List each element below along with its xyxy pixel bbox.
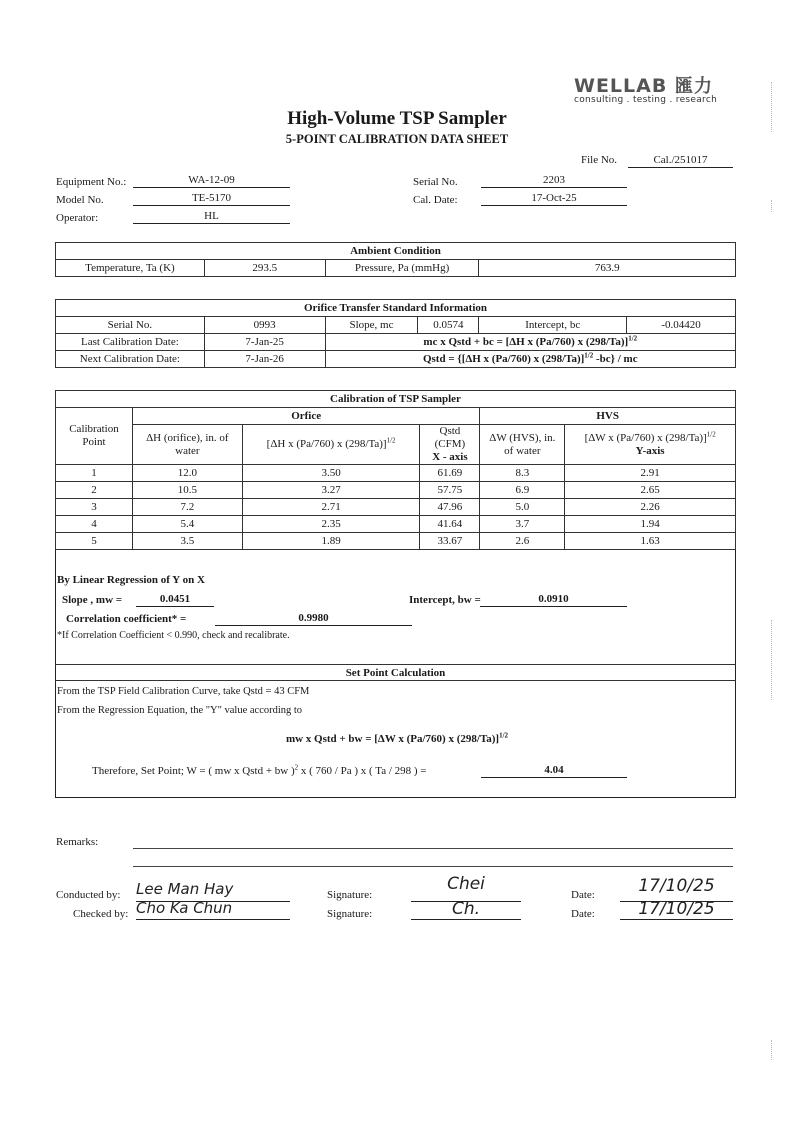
ambient-condition-table xyxy=(55,242,736,277)
remarks-line-1[interactable] xyxy=(133,848,733,849)
orifice-serial-value: 0993 xyxy=(204,317,325,334)
signature-1: Chei xyxy=(411,874,521,902)
pressure-label: Pressure, Pa (mmHg) xyxy=(325,260,479,277)
orifice-formula-1: mc x Qstd + bc = [ΔH x (Pa/760) x (298/Ta)]$^{1/2}$ xyxy=(325,334,735,351)
cell-qstd: 61.69 xyxy=(420,465,480,482)
cell-dw-calc: 2.91 xyxy=(565,465,736,482)
cell-point: 1 xyxy=(56,465,133,482)
conducted-by-signature: Lee Man Hay xyxy=(136,880,290,902)
signature-2: Ch. xyxy=(411,899,521,920)
cell-point: 3 xyxy=(56,499,133,516)
date-label-2: Date: xyxy=(571,908,595,920)
cell-dw-calc: 1.63 xyxy=(565,533,736,550)
correlation-value: 0.9980 xyxy=(215,611,412,626)
regression-title: By Linear Regression of Y on X xyxy=(57,574,205,586)
signature-label-2: Signature: xyxy=(327,908,373,920)
cell-dh: 10.5 xyxy=(132,482,242,499)
setpoint-formula: Therefore, Set Point; W = ( mw x Qstd + bw )$^2$ x ( 760 / Pa ) x ( Ta / 298 ) = xyxy=(92,763,427,777)
page-title: High-Volume TSP Sampler xyxy=(287,108,507,129)
conducted-by-label: Conducted by: xyxy=(56,889,121,901)
cell-dh: 3.5 xyxy=(132,533,242,550)
regression-intercept-label: Intercept, bw = xyxy=(409,594,481,606)
model-no-label: Model No. xyxy=(56,194,104,206)
temperature-label: Temperature, Ta (K) xyxy=(56,260,205,277)
cell-dh-calc: 2.71 xyxy=(242,499,420,516)
remarks-label: Remarks: xyxy=(56,836,99,848)
date-label-1: Date: xyxy=(571,889,595,901)
regression-slope-label: Slope , mw = xyxy=(62,594,123,606)
calibration-table xyxy=(55,390,736,550)
regression-intercept-value: 0.0910 xyxy=(480,592,627,607)
table-row xyxy=(56,482,736,499)
remarks-line-2[interactable] xyxy=(133,866,733,867)
ambient-title: Ambient Condition xyxy=(56,243,736,260)
cell-dw: 5.0 xyxy=(480,499,565,516)
equipment-no-value: WA-12-09 xyxy=(133,173,290,188)
cell-dw-calc: 2.65 xyxy=(565,482,736,499)
col-calibration-point: Calibration Point xyxy=(56,408,133,465)
cell-qstd: 57.75 xyxy=(420,482,480,499)
cell-dw: 3.7 xyxy=(480,516,565,533)
cell-dw: 2.6 xyxy=(480,533,565,550)
setpoint-line-2: From the Regression Equation, the "Y" value according to xyxy=(57,705,303,716)
table-row xyxy=(56,499,736,516)
table-row xyxy=(56,533,736,550)
equipment-no-label: Equipment No.: xyxy=(56,176,127,188)
cell-dw-calc: 2.26 xyxy=(565,499,736,516)
next-cal-value: 7-Jan-26 xyxy=(204,351,325,368)
correlation-label: Correlation coefficient* = xyxy=(66,613,187,625)
setpoint-value: 4.04 xyxy=(481,763,627,778)
checked-by-label: Checked by: xyxy=(73,908,129,920)
cell-dw-calc: 1.94 xyxy=(565,516,736,533)
logo-brand-cjk: 匯力 xyxy=(674,76,713,97)
cal-date-label: Cal. Date: xyxy=(413,194,458,206)
pressure-value: 763.9 xyxy=(479,260,736,277)
orifice-formula-2: Qstd = {[ΔH x (Pa/760) x (298/Ta)]$^{1/2}$ -bc} / mc xyxy=(325,351,735,368)
checked-by-signature: Cho Ka Chun xyxy=(136,899,290,920)
orifice-serial-label: Serial No. xyxy=(56,317,205,334)
regression-equation: mw x Qstd + bw = [ΔW x (Pa/760) x (298/Ta)]$^{1/2}$ xyxy=(285,731,509,745)
temperature-value: 293.5 xyxy=(204,260,325,277)
operator-value: HL xyxy=(133,209,290,224)
next-cal-label: Next Calibration Date: xyxy=(56,351,205,368)
regression-slope-value: 0.0451 xyxy=(136,592,214,607)
col-delta-w-calc: [ΔW x (Pa/760) x (298/Ta)]$^{1/2}$ Y-axis xyxy=(565,425,736,465)
scan-margin-mark xyxy=(771,620,773,700)
cell-qstd: 41.64 xyxy=(420,516,480,533)
operator-label: Operator: xyxy=(56,212,99,224)
cell-dh-calc: 1.89 xyxy=(242,533,420,550)
scan-margin-mark xyxy=(771,82,773,132)
signature-label-1: Signature: xyxy=(327,889,373,901)
file-no-label: File No. xyxy=(581,154,618,166)
cell-dh: 12.0 xyxy=(132,465,242,482)
cell-dw: 6.9 xyxy=(480,482,565,499)
date-1: 17/10/25 xyxy=(620,876,733,902)
cell-qstd: 33.67 xyxy=(420,533,480,550)
cell-dh: 5.4 xyxy=(132,516,242,533)
scan-margin-mark xyxy=(771,1040,773,1060)
cell-dh-calc: 3.27 xyxy=(242,482,420,499)
col-delta-w: ΔW (HVS), in. of water xyxy=(480,425,565,465)
orifice-slope-label: Slope, mc xyxy=(325,317,418,334)
file-no-value: Cal./251017 xyxy=(628,153,733,168)
orifice-intercept-label: Intercept, bc xyxy=(479,317,627,334)
col-delta-h: ΔH (orifice), in. of water xyxy=(132,425,242,465)
cell-dh-calc: 2.35 xyxy=(242,516,420,533)
cal-date-value: 17-Oct-25 xyxy=(481,191,627,206)
page-subtitle: 5-POINT CALIBRATION DATA SHEET xyxy=(285,132,509,146)
serial-no-label: Serial No. xyxy=(413,176,458,188)
scan-margin-mark xyxy=(771,200,773,212)
cell-point: 5 xyxy=(56,533,133,550)
last-cal-value: 7-Jan-25 xyxy=(204,334,325,351)
cell-dh: 7.2 xyxy=(132,499,242,516)
table-row xyxy=(56,465,736,482)
cell-dh-calc: 3.50 xyxy=(242,465,420,482)
calibration-title: Calibration of TSP Sampler xyxy=(56,391,736,408)
orifice-title: Orifice Transfer Standard Information xyxy=(56,300,736,317)
setpoint-line-1: From the TSP Field Calibration Curve, take Qstd = 43 CFM xyxy=(57,686,310,697)
last-cal-label: Last Calibration Date: xyxy=(56,334,205,351)
orifice-slope-value: 0.0574 xyxy=(418,317,479,334)
table-row xyxy=(56,516,736,533)
model-no-value: TE-5170 xyxy=(133,191,290,206)
serial-no-value: 2203 xyxy=(481,173,627,188)
orifice-standard-table xyxy=(55,299,736,368)
setpoint-title: Set Point Calculation xyxy=(55,664,736,681)
cell-qstd: 47.96 xyxy=(420,499,480,516)
col-delta-h-calc: [ΔH x (Pa/760) x (298/Ta)]$^{1/2}$ xyxy=(242,425,420,465)
col-qstd: Qstd (CFM) X - axis xyxy=(420,425,480,465)
group-orifice: Orfice xyxy=(132,408,479,425)
date-2: 17/10/25 xyxy=(620,899,733,920)
logo-brand: WELLAB xyxy=(574,75,668,97)
orifice-intercept-value: -0.04420 xyxy=(627,317,736,334)
cell-point: 2 xyxy=(56,482,133,499)
logo-tagline: consulting . testing . research xyxy=(574,95,718,105)
correlation-note: *If Correlation Coefficient < 0.990, check and recalibrate. xyxy=(57,630,290,641)
group-hvs: HVS xyxy=(480,408,736,425)
cell-dw: 8.3 xyxy=(480,465,565,482)
cell-point: 4 xyxy=(56,516,133,533)
